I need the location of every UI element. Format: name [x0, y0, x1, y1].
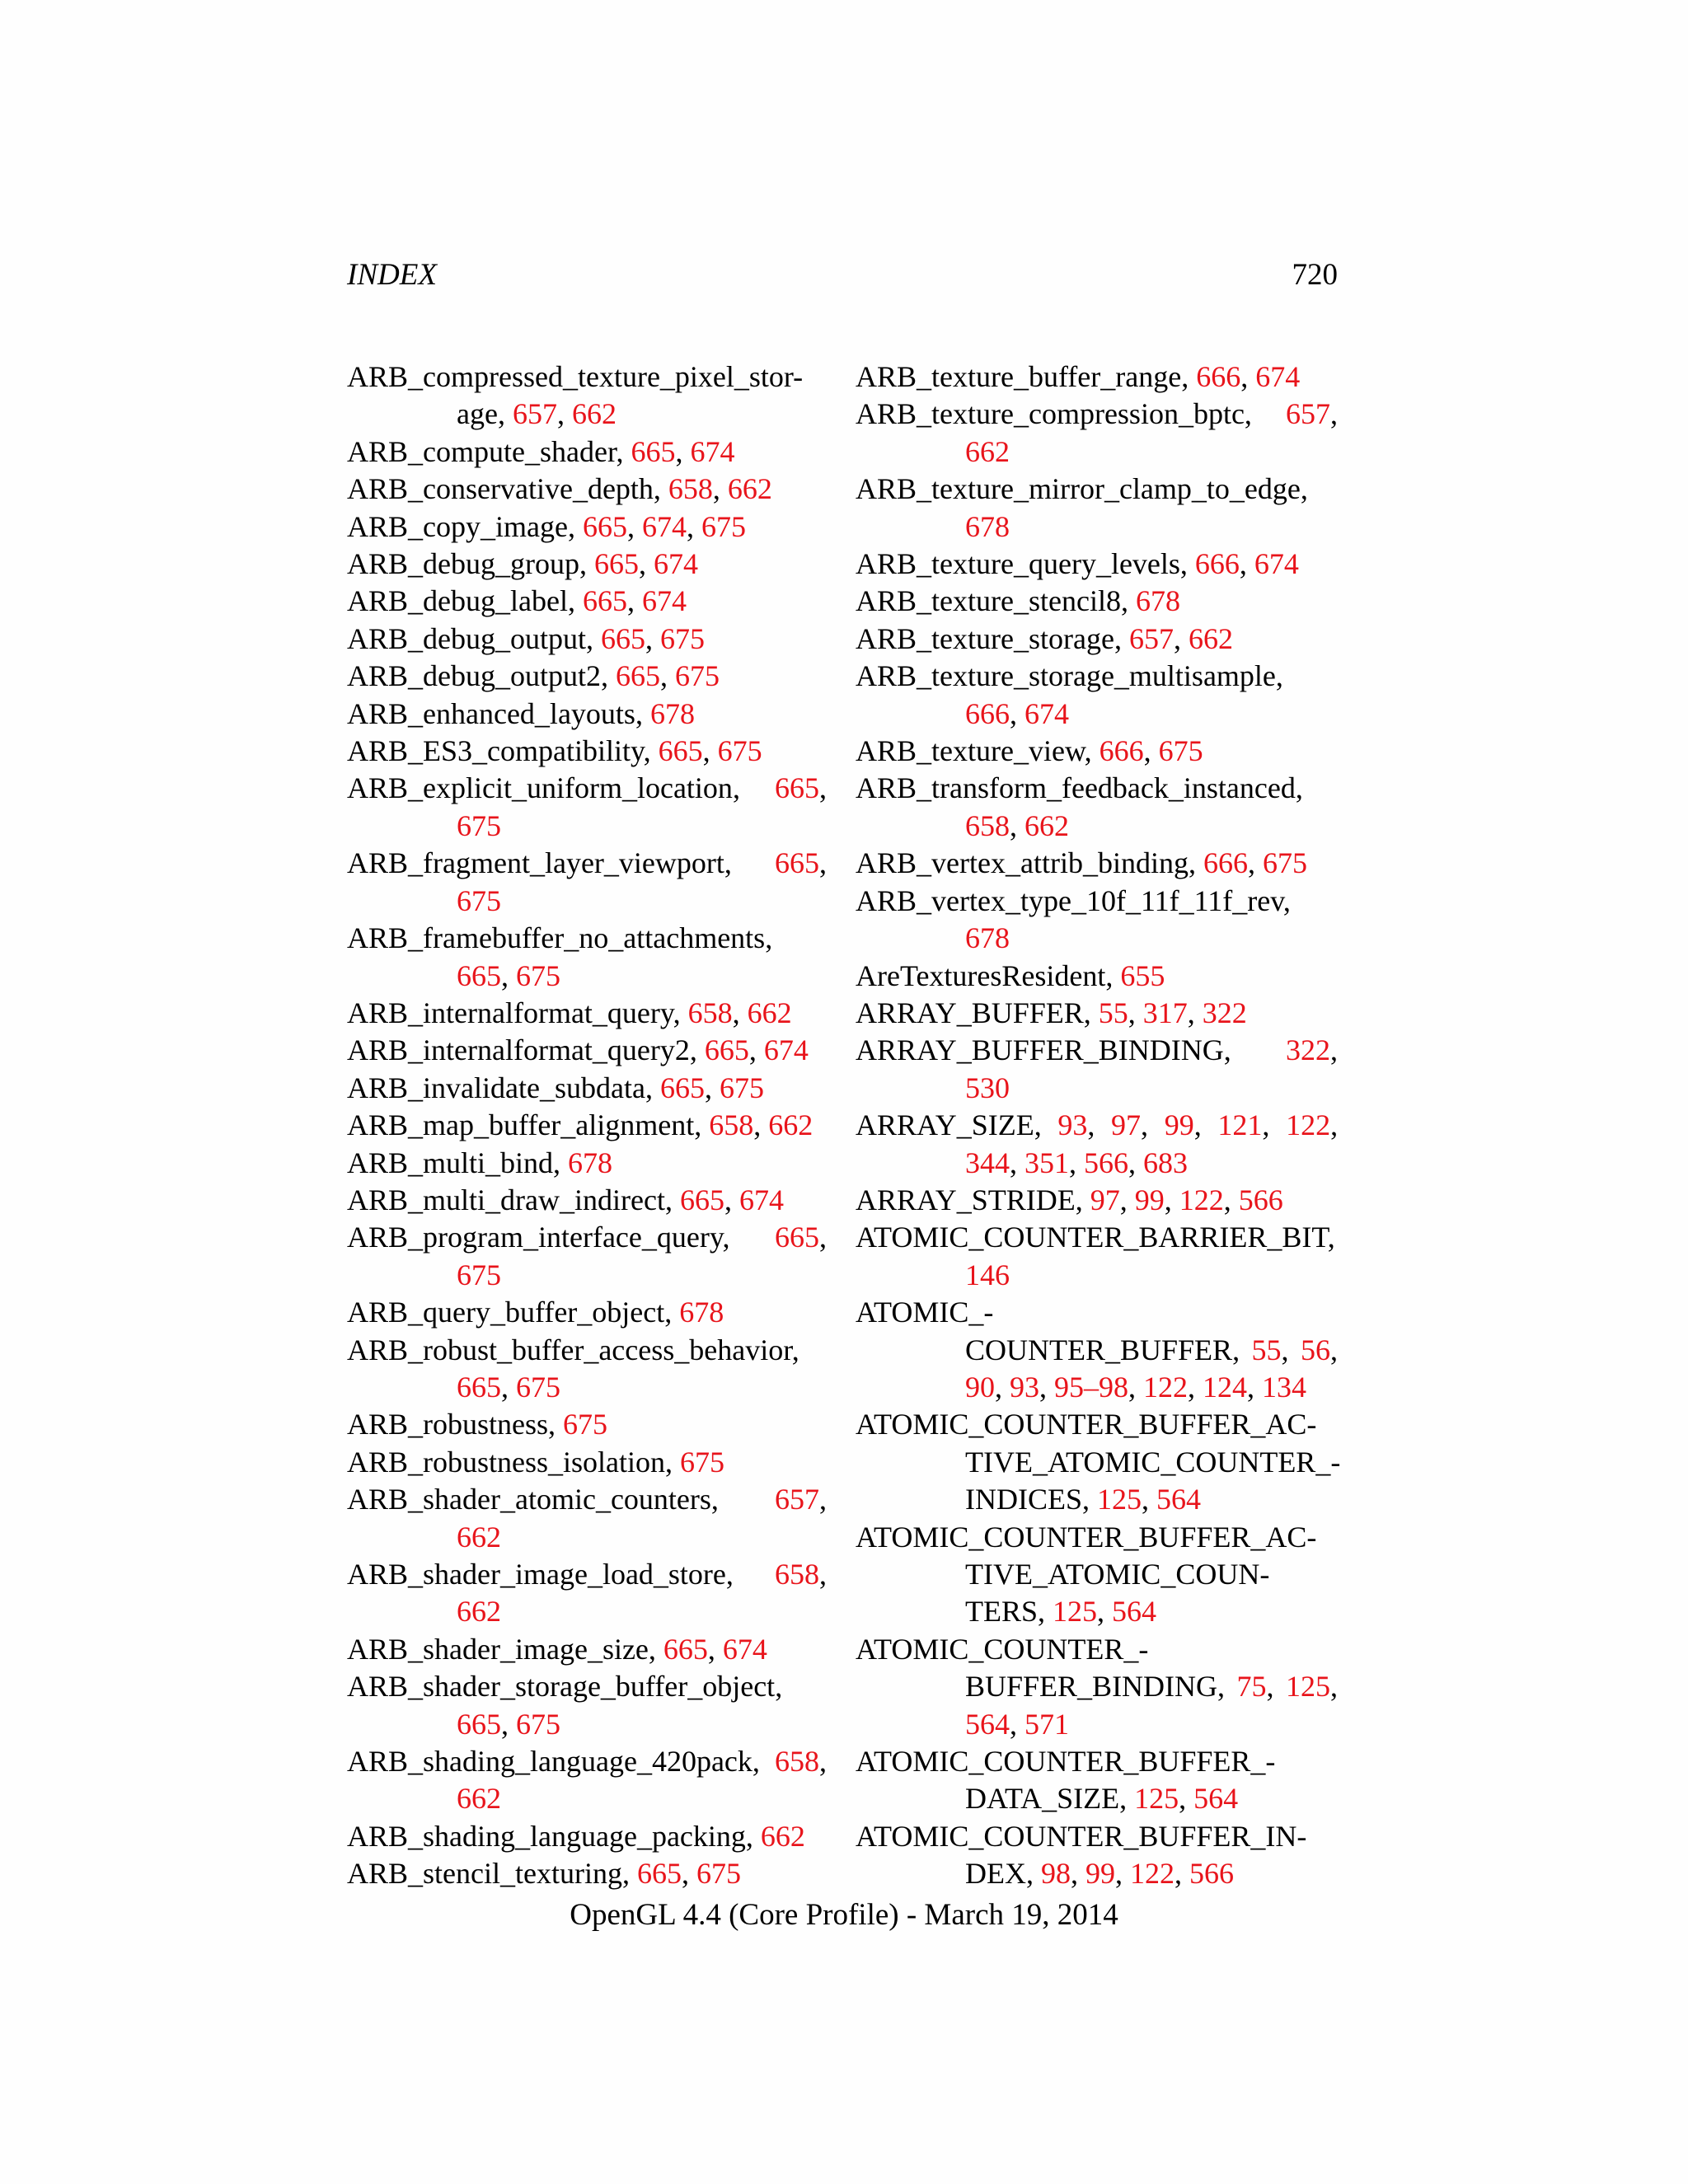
- index-entry: ARB_compute_shader, 665, 674: [347, 434, 735, 468]
- page-reference-link[interactable]: 675: [457, 1258, 501, 1291]
- page-reference-link[interactable]: 674: [763, 1033, 809, 1067]
- page-reference-link[interactable]: 662: [760, 1819, 805, 1853]
- page-reference-link[interactable]: 662: [457, 1595, 501, 1629]
- index-entry: ARB_shading_language_420pack, 658, 662: [347, 1745, 827, 1816]
- page-reference-link[interactable]: 122: [1143, 1370, 1188, 1404]
- page-reference-link[interactable]: 122: [1179, 1183, 1224, 1216]
- index-term: ARB_shader_image_load_store: [347, 1558, 726, 1591]
- index-term: ARRAY_STRIDE: [856, 1183, 1076, 1216]
- page-reference-link[interactable]: 93: [1010, 1370, 1039, 1404]
- index-entry: ARB_robustness_isolation, 675: [347, 1445, 725, 1479]
- index-term: ATOMIC_- COUNTER_BUFFER: [856, 1296, 1233, 1366]
- page-reference-link[interactable]: 675: [516, 1370, 560, 1404]
- index-term: ARB_texture_storage: [856, 621, 1114, 655]
- page-reference-link[interactable]: 662: [727, 472, 772, 506]
- index-term: ARB_texture_compression_bptc: [856, 397, 1245, 431]
- page-reference-link[interactable]: 122: [1130, 1857, 1175, 1891]
- index-entry: ARB_texture_compression_bptc, 657, 662: [856, 397, 1338, 468]
- page-reference-link[interactable]: 665: [457, 1370, 501, 1404]
- page-reference-link[interactable]: 678: [1135, 584, 1180, 618]
- page-reference-link[interactable]: 665: [636, 1857, 682, 1891]
- index-entry: ARB_shader_image_size, 665, 674: [347, 1632, 767, 1666]
- index-term: ARB_shading_language_420pack: [347, 1745, 753, 1779]
- page-reference-link[interactable]: 675: [660, 621, 706, 655]
- page-reference-link[interactable]: 674: [722, 1632, 767, 1666]
- page-reference-link[interactable]: 674: [1255, 360, 1301, 393]
- page-reference-link[interactable]: 125: [1286, 1670, 1331, 1704]
- page-reference-link[interactable]: 666: [1099, 734, 1144, 768]
- index-term: ARB_texture_storage_multisample: [856, 659, 1276, 693]
- page-reference-link[interactable]: 666: [1194, 547, 1240, 581]
- page-reference-link[interactable]: 317: [1142, 996, 1188, 1029]
- page-reference-link[interactable]: 675: [719, 1071, 764, 1104]
- page-reference-link[interactable]: 98: [1041, 1857, 1071, 1891]
- index-term: ARB_debug_group: [347, 547, 579, 581]
- page-reference-link[interactable]: 665: [775, 1221, 819, 1254]
- page-reference-link[interactable]: 658: [709, 1108, 754, 1142]
- index-term: ARB_shading_language_packing: [347, 1819, 746, 1853]
- page-reference-link[interactable]: 146: [965, 1258, 1010, 1291]
- index-entry: ARB_texture_mirror_clamp_to_edge, 678: [856, 472, 1308, 543]
- index-term: ARB_invalidate_subdata: [347, 1071, 645, 1104]
- index-term: ARB_texture_query_levels: [856, 547, 1180, 581]
- index-entry: ARB_internalformat_query2, 665, 674: [347, 1033, 809, 1067]
- page-reference-link[interactable]: 675: [457, 883, 501, 917]
- index-term: ARB_copy_image: [347, 509, 568, 543]
- page-reference-link[interactable]: 666: [965, 696, 1010, 730]
- page-reference-link[interactable]: 665: [775, 846, 819, 880]
- page-reference-link[interactable]: 90: [965, 1370, 995, 1404]
- page-reference-link[interactable]: 666: [1203, 846, 1248, 880]
- page-reference-link[interactable]: 678: [568, 1146, 613, 1179]
- index-term: ATOMIC_COUNTER_BUFFER_AC- TIVE_ATOMIC_COUNTER_- INDICES: [856, 1408, 1341, 1516]
- page-reference-link[interactable]: 675: [516, 958, 560, 992]
- page-reference-link[interactable]: 125: [1134, 1782, 1179, 1816]
- page-reference-link[interactable]: 665: [631, 434, 676, 468]
- index-entry: ARB_texture_storage_multisample, 666, 674: [856, 659, 1283, 730]
- page-reference-link[interactable]: 665: [594, 547, 639, 581]
- index-term: ARB_robustness: [347, 1408, 549, 1441]
- index-entry: ARB_program_interface_query, 665, 675: [347, 1221, 827, 1291]
- page-reference-link[interactable]: 665: [704, 1033, 749, 1067]
- page-reference-link[interactable]: 675: [696, 1857, 741, 1891]
- index-entry: ATOMIC_COUNTER_BARRIER_BIT, 146: [856, 1221, 1335, 1291]
- page-reference-link[interactable]: 675: [675, 659, 720, 693]
- index-entry: ARB_compressed_texture_pixel_stor-age, 657, 662: [347, 360, 804, 431]
- index-entry: ARB_ES3_compatibility, 665, 675: [347, 734, 762, 768]
- index-term: ARB_texture_view: [856, 734, 1085, 768]
- page-reference-link[interactable]: 95–98: [1054, 1370, 1128, 1404]
- page-reference-link[interactable]: 658: [965, 808, 1010, 842]
- index-term: ATOMIC_COUNTER_BUFFER_IN- DEX: [856, 1819, 1307, 1891]
- index-entry: ARB_texture_view, 666, 675: [856, 734, 1203, 768]
- index-term: ARB_texture_stencil8: [856, 584, 1121, 618]
- page-reference-link[interactable]: 683: [1143, 1146, 1188, 1179]
- index-term: AreTexturesResident: [856, 958, 1106, 992]
- page-reference-link[interactable]: 124: [1203, 1370, 1247, 1404]
- index-term: ARB_shader_image_size: [347, 1632, 649, 1666]
- page-reference-link[interactable]: 662: [457, 1782, 501, 1816]
- index-term: ARRAY_BUFFER: [856, 996, 1084, 1029]
- index-entry: ARB_vertex_attrib_binding, 666, 675: [856, 846, 1307, 880]
- index-entry: ARB_robustness, 675: [347, 1408, 608, 1441]
- index-term: ARB_texture_buffer_range: [856, 360, 1182, 393]
- index-entry: ARRAY_BUFFER, 55, 317, 322: [856, 996, 1247, 1029]
- page-reference-link[interactable]: 662: [1025, 808, 1069, 842]
- page-reference-link[interactable]: 657: [1128, 621, 1174, 655]
- index-term: ARB_texture_mirror_clamp_to_edge: [856, 472, 1301, 506]
- page-reference-link[interactable]: 657: [1286, 397, 1330, 431]
- index-term: ARB_debug_output: [347, 621, 587, 655]
- index-entry: ATOMIC_COUNTER_BUFFER_AC- TIVE_ATOMIC_COUN- TERS, 125, 564: [856, 1520, 1317, 1629]
- page-reference-link[interactable]: 322: [1286, 1033, 1330, 1067]
- index-term: ARB_transform_feedback_instanced: [856, 771, 1296, 805]
- index-entry: ARB_explicit_uniform_location, 665, 675: [347, 771, 827, 842]
- page-reference-link[interactable]: 678: [649, 696, 695, 730]
- page-reference-link[interactable]: 665: [457, 1707, 501, 1741]
- index-term: ATOMIC_COUNTER_BUFFER_- DATA_SIZE: [856, 1745, 1276, 1816]
- page-reference-link[interactable]: 674: [738, 1183, 784, 1216]
- index-entry: ARB_shader_image_load_store, 658, 662: [347, 1558, 827, 1629]
- index-entry: ARB_invalidate_subdata, 665, 675: [347, 1071, 764, 1104]
- page-reference-link[interactable]: 665: [601, 621, 646, 655]
- index-term: ARB_map_buffer_alignment: [347, 1108, 695, 1142]
- index-entry: ARB_multi_bind, 678: [347, 1146, 613, 1179]
- index-term: ARB_compute_shader: [347, 434, 617, 468]
- index-entry: ARB_debug_label, 665, 674: [347, 584, 687, 618]
- page-reference-link[interactable]: 674: [654, 547, 698, 581]
- page-reference-link[interactable]: 322: [1202, 996, 1247, 1029]
- page-reference-link[interactable]: 665: [663, 1632, 708, 1666]
- page-reference-link[interactable]: 678: [965, 921, 1010, 955]
- index-entry: ARB_debug_group, 665, 674: [347, 547, 698, 581]
- page-reference-link[interactable]: 134: [1262, 1370, 1306, 1404]
- index-term: ATOMIC_COUNTER_BUFFER_AC- TIVE_ATOMIC_COUN- TERS: [856, 1520, 1317, 1629]
- page-reference-link[interactable]: 566: [1189, 1857, 1234, 1891]
- index-term: ARB_framebuffer_no_attachments: [347, 921, 766, 955]
- index-entry: ARB_framebuffer_no_attachments, 665, 675: [347, 921, 773, 992]
- index-entry: ATOMIC_COUNTER_BUFFER_IN- DEX, 98, 99, 122, 566: [856, 1819, 1307, 1891]
- index-term: ARB_debug_label: [347, 584, 568, 618]
- index-entry: ARRAY_BUFFER_BINDING, 322, 530: [856, 1033, 1338, 1104]
- page-reference-link[interactable]: 674: [690, 434, 735, 468]
- index-term: ARB_shader_storage_buffer_object: [347, 1670, 776, 1704]
- page-reference-link[interactable]: 658: [775, 1558, 819, 1591]
- page-reference-link[interactable]: 566: [1238, 1183, 1283, 1216]
- page-reference-link[interactable]: 564: [1156, 1483, 1201, 1516]
- index-entry: AreTexturesResident, 655: [856, 958, 1165, 992]
- page-reference-link[interactable]: 55: [1251, 1333, 1282, 1366]
- page-reference-link[interactable]: 662: [747, 996, 792, 1029]
- page-reference-link[interactable]: 99: [1164, 1108, 1194, 1142]
- page-reference-link[interactable]: 675: [680, 1445, 725, 1479]
- index-entry: ATOMIC_COUNTER_BUFFER_AC- TIVE_ATOMIC_COUNTER_- INDICES, 125, 564: [856, 1408, 1341, 1516]
- page-reference-link[interactable]: 675: [1158, 734, 1203, 768]
- page-reference-link[interactable]: 675: [701, 509, 746, 543]
- index-term: ARB_explicit_uniform_location: [347, 771, 733, 805]
- page-reference-link[interactable]: 665: [582, 584, 627, 618]
- index-term: ARB_internalformat_query: [347, 996, 673, 1029]
- page-reference-link[interactable]: 665: [679, 1183, 724, 1216]
- page-reference-link[interactable]: 674: [641, 584, 687, 618]
- index-term: ARB_vertex_type_10f_11f_11f_rev: [856, 883, 1283, 917]
- page-reference-link[interactable]: 97: [1090, 1183, 1120, 1216]
- page-reference-link[interactable]: 75: [1236, 1670, 1267, 1704]
- page-reference-link[interactable]: 658: [775, 1745, 819, 1779]
- index-term: ARRAY_SIZE: [856, 1108, 1034, 1142]
- index-term: ARB_compressed_texture_pixel_stor-age: [347, 360, 804, 431]
- index-entry: ARRAY_STRIDE, 97, 99, 122, 566: [856, 1183, 1283, 1216]
- index-entry: ARB_texture_storage, 657, 662: [856, 621, 1233, 655]
- index-term: ARB_shader_atomic_counters: [347, 1483, 711, 1516]
- page-reference-link[interactable]: 675: [516, 1707, 560, 1741]
- page-reference-link[interactable]: 662: [1188, 621, 1233, 655]
- page-reference-link[interactable]: 564: [1193, 1782, 1239, 1816]
- index-entry: ARB_texture_buffer_range, 666, 674: [856, 360, 1301, 393]
- page-reference-link[interactable]: 97: [1111, 1108, 1142, 1142]
- page-reference-link[interactable]: 675: [1262, 846, 1307, 880]
- page-footer: OpenGL 4.4 (Core Profile) - March 19, 2014: [570, 1898, 1118, 1932]
- index-entry: ATOMIC_COUNTER_- BUFFER_BINDING, 75, 125, 564, 571: [856, 1632, 1339, 1741]
- page-reference-link[interactable]: 665: [775, 771, 819, 805]
- page-reference-link[interactable]: 125: [1053, 1595, 1098, 1629]
- page-reference-link[interactable]: 655: [1120, 958, 1165, 992]
- index-entry: ARB_stencil_texturing, 665, 675: [347, 1857, 741, 1891]
- page-reference-link[interactable]: 666: [1196, 360, 1241, 393]
- page-reference-link[interactable]: 344: [965, 1146, 1010, 1179]
- index-term: ARB_multi_draw_indirect: [347, 1183, 665, 1216]
- index-entry: ATOMIC_COUNTER_BUFFER_- DATA_SIZE, 125, 564: [856, 1745, 1276, 1816]
- index-term: ARB_conservative_depth: [347, 472, 654, 506]
- page-reference-link[interactable]: 564: [1112, 1595, 1157, 1629]
- page-reference-link[interactable]: 99: [1134, 1183, 1165, 1216]
- index-entry: ARB_texture_stencil8, 678: [856, 584, 1180, 618]
- running-header-title: INDEX: [347, 258, 437, 292]
- index-column-left: [347, 359, 827, 1893]
- index-term: ATOMIC_COUNTER_- BUFFER_BINDING: [856, 1632, 1218, 1704]
- page-reference-link[interactable]: 662: [571, 397, 617, 431]
- index-entry: ARB_query_buffer_object, 678: [347, 1296, 724, 1329]
- index-entry: ARB_fragment_layer_viewport, 665, 675: [347, 846, 827, 917]
- index-term: ARB_multi_bind: [347, 1146, 554, 1179]
- page-reference-link[interactable]: 665: [658, 734, 703, 768]
- index-entry: ARB_map_buffer_alignment, 658, 662: [347, 1108, 814, 1142]
- index-term: ARB_enhanced_layouts: [347, 696, 635, 730]
- index-entry: ARRAY_SIZE, 93, 97, 99, 121, 122, 344, 351, 566, 683: [856, 1108, 1339, 1179]
- index-entry: ARB_debug_output2, 665, 675: [347, 659, 720, 693]
- page-reference-link[interactable]: 125: [1097, 1483, 1142, 1516]
- page-reference-link[interactable]: 665: [616, 659, 661, 693]
- page-reference-link[interactable]: 657: [775, 1483, 819, 1516]
- page-reference-link[interactable]: 122: [1286, 1108, 1331, 1142]
- index-term: ARB_program_interface_query: [347, 1221, 723, 1254]
- index-term: ARB_stencil_texturing: [347, 1857, 622, 1891]
- index-entry: ARB_internalformat_query, 658, 662: [347, 996, 792, 1029]
- page-reference-link[interactable]: 674: [641, 509, 687, 543]
- index-entry: ARB_shader_storage_buffer_object, 665, 675: [347, 1670, 783, 1741]
- index-term: ARB_query_buffer_object: [347, 1296, 665, 1329]
- page-reference-link[interactable]: 566: [1084, 1146, 1128, 1179]
- index-term: ATOMIC_COUNTER_BARRIER_BIT: [856, 1221, 1328, 1254]
- page-reference-link[interactable]: 662: [457, 1520, 501, 1554]
- index-entry: ARB_texture_query_levels, 666, 674: [856, 547, 1299, 581]
- page-reference-link[interactable]: 658: [687, 996, 733, 1029]
- page-reference-link[interactable]: 530: [965, 1071, 1010, 1104]
- page-reference-link[interactable]: 665: [457, 958, 501, 992]
- page-reference-link[interactable]: 678: [965, 509, 1010, 543]
- page-reference-link[interactable]: 665: [582, 509, 627, 543]
- page-reference-link[interactable]: 658: [668, 472, 713, 506]
- index-entry: ARB_robust_buffer_access_behavior, 665, 675: [347, 1333, 799, 1404]
- page-reference-link[interactable]: 662: [965, 434, 1010, 468]
- index-term: ARB_internalformat_query2: [347, 1033, 690, 1067]
- index-term: ARRAY_BUFFER_BINDING: [856, 1033, 1224, 1067]
- index-entry: ARB_transform_feedback_instanced, 658, 662: [856, 771, 1303, 842]
- index-entry: ARB_copy_image, 665, 674, 675: [347, 509, 746, 543]
- page-reference-link[interactable]: 675: [563, 1408, 608, 1441]
- page-reference-link[interactable]: 564: [965, 1707, 1010, 1741]
- index-entry: ARB_enhanced_layouts, 678: [347, 696, 695, 730]
- page-number: 720: [1292, 258, 1338, 292]
- page-reference-link[interactable]: 93: [1057, 1108, 1088, 1142]
- index-column-right: [856, 359, 1341, 1893]
- page-reference-link[interactable]: 55: [1098, 996, 1128, 1029]
- index-term: ARB_vertex_attrib_binding: [856, 846, 1189, 880]
- page-reference-link[interactable]: 571: [1025, 1707, 1069, 1741]
- page-reference-link[interactable]: 121: [1217, 1108, 1263, 1142]
- page-reference-link[interactable]: 662: [768, 1108, 814, 1142]
- page-reference-link[interactable]: 674: [1025, 696, 1069, 730]
- page-reference-link[interactable]: 675: [717, 734, 762, 768]
- page-reference-link[interactable]: 99: [1085, 1857, 1115, 1891]
- index-entry: ARB_multi_draw_indirect, 665, 674: [347, 1183, 784, 1216]
- page-reference-link[interactable]: 351: [1025, 1146, 1069, 1179]
- page-reference-link[interactable]: 657: [512, 397, 557, 431]
- page-reference-link[interactable]: 665: [659, 1071, 705, 1104]
- index-entry: ATOMIC_- COUNTER_BUFFER, 55, 56, 90, 93, 95–98, 122, 124, 134: [856, 1296, 1338, 1404]
- page-reference-link[interactable]: 678: [679, 1296, 724, 1329]
- index-entry: ARB_shader_atomic_counters, 657, 662: [347, 1483, 827, 1554]
- page-reference-link[interactable]: 56: [1301, 1333, 1330, 1366]
- index-term: ARB_debug_output2: [347, 659, 602, 693]
- index-entry: ARB_vertex_type_10f_11f_11f_rev, 678: [856, 883, 1291, 955]
- index-entry: ARB_shading_language_packing, 662: [347, 1819, 805, 1853]
- index-term: ARB_robust_buffer_access_behavior: [347, 1333, 792, 1366]
- index-term: ARB_fragment_layer_viewport: [347, 846, 724, 880]
- index-entry: ARB_debug_output, 665, 675: [347, 621, 706, 655]
- index-entry: ARB_conservative_depth, 658, 662: [347, 472, 772, 506]
- page-reference-link[interactable]: 674: [1254, 547, 1299, 581]
- index-term: ARB_robustness_isolation: [347, 1445, 666, 1479]
- index-term: ARB_ES3_compatibility: [347, 734, 644, 768]
- page-reference-link[interactable]: 675: [457, 808, 501, 842]
